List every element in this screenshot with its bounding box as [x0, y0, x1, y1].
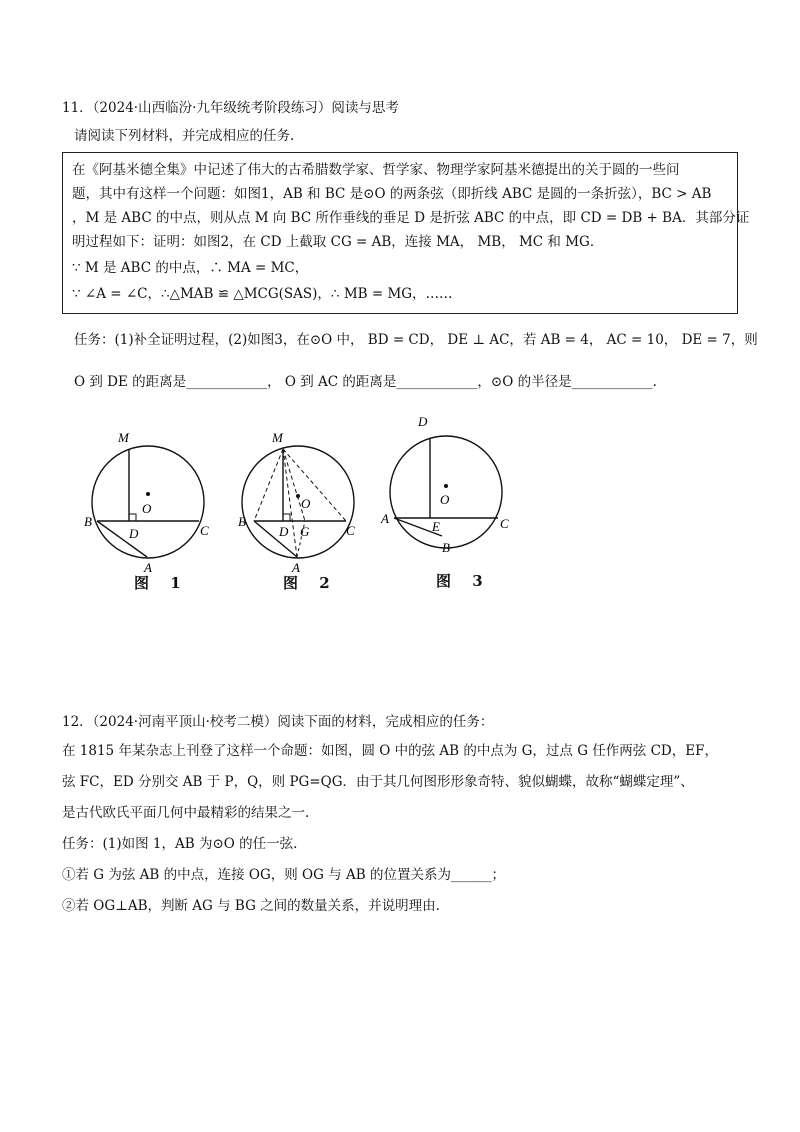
fig2-label-b: B: [238, 514, 246, 529]
q12-line-2: 弦 FC，ED 分别交 AB 于 P，Q，则 PG=QG．由于其几何图形形象奇特、貌似蝴蝶，故称“蝴蝶定理”、: [62, 774, 694, 790]
figure-2-diagram: [228, 420, 368, 580]
q11-task-line-2: O 到 DE 的距离是____________， O 到 AC 的距离是____________，⊙O 的半径是____________.: [74, 374, 657, 390]
box-line-4: 明过程如下：证明：如图2，在 CD 上截取 CG = AB，连接 MA， MB， MC 和 MG．: [72, 234, 604, 250]
q12-subtask-1: ①若 G 为弦 AB 的中点，连接 OG，则 OG 与 AB 的位置关系为______；: [62, 867, 505, 883]
fig1-label-o: O: [142, 501, 152, 516]
fig2-right-angle-mark: [283, 514, 290, 521]
q11-task-line-1: 任务：(1)补全证明过程，(2)如图3，在⊙O 中， BD = CD， DE ⊥ AC，若 AB = 4， AC = 10， DE = 7，则: [74, 332, 758, 348]
fig2-dashed-mb: [254, 449, 283, 521]
q12-line-1: 在 1815 年某杂志上刊登了这样一个命题：如图，圆 O 中的弦 AB 的中点为 G，过点 G 任作两弦 CD，EF，: [62, 743, 718, 759]
fig2-dashed-ma: [283, 449, 297, 557]
fig1-label-a: A: [144, 560, 152, 575]
box-line-5: ∵ M 是 ABC 的中点，∴ MA = MC，: [72, 260, 309, 276]
fig1-label-d: D: [129, 526, 139, 541]
fig3-label-e: E: [432, 519, 440, 534]
fig2-label-o: O: [301, 496, 311, 511]
box-line-2: 题，其中有这样一个问题：如图1，AB 和 BC 是⊙O 的两条弦（即折线 ABC 是圆的一条折弦），BC > AB: [72, 186, 712, 202]
q12-subtask-2: ②若 OG⊥AB，判断 AG 与 BG 之间的数量关系，并说明理由.: [62, 898, 440, 914]
fig2-label-c: C: [346, 523, 355, 538]
q11-header: 11．（2024·山西临汾·九年级统考阶段练习）阅读与思考: [62, 100, 399, 116]
fig2-dashed-mc: [283, 449, 346, 521]
fig1-right-angle-mark: [129, 514, 136, 521]
fig2-chord-ba: [254, 521, 297, 557]
fig2-center-dot: [296, 494, 300, 498]
q12-line-3: 是古代欧氏平面几何中最精彩的结果之一.: [62, 805, 310, 821]
fig3-label-b: B: [442, 540, 450, 555]
box-line-3: ，M 是 ABC 的中点，则从点 M 向 BC 所作垂线的垂足 D 是折弦 ABC 的中点，即 CD = DB + BA．其部分证: [72, 210, 750, 226]
figure-2-caption: 图 2: [283, 574, 338, 592]
fig2-label-d: D: [279, 524, 289, 539]
figure-3-caption: 图 3: [436, 572, 491, 590]
fig3-center-dot: [444, 484, 448, 488]
fig3-label-c: C: [500, 516, 509, 531]
q12-task-line: 任务：(1)如图 1，AB 为⊙O 的任一弦.: [62, 836, 298, 852]
box-line-6: ∵ ∠A = ∠C，∴△MAB ≌ △MCG(SAS)，∴ MB = MG，……: [72, 286, 453, 302]
fig3-label-d: D: [418, 414, 428, 429]
figure-1-diagram: [80, 420, 220, 580]
fig2-circle: [242, 446, 354, 558]
q12-header: 12．（2024·河南平顶山·校考二模）阅读下面的材料，完成相应的任务：: [62, 714, 494, 730]
fig3-label-o: O: [440, 492, 450, 507]
fig2-label-m: M: [272, 430, 283, 445]
box-line-1: 在《阿基米德全集》中记述了伟大的古希腊数学家、哲学家、物理学家阿基米德提出的关于圆的一些问: [72, 162, 680, 178]
fig1-label-m: M: [118, 430, 129, 445]
figure-1-caption: 图 1: [134, 574, 189, 592]
fig1-label-c: C: [200, 523, 209, 538]
fig3-label-a: A: [381, 511, 389, 526]
fig1-label-b: B: [84, 514, 92, 529]
fig1-center-dot: [146, 492, 150, 496]
fig2-label-a: A: [292, 560, 300, 575]
fig2-label-g: G: [300, 524, 310, 539]
q11-intro: 请阅读下列材料，并完成相应的任务.: [74, 128, 295, 144]
figure-3-diagram: [376, 408, 516, 573]
